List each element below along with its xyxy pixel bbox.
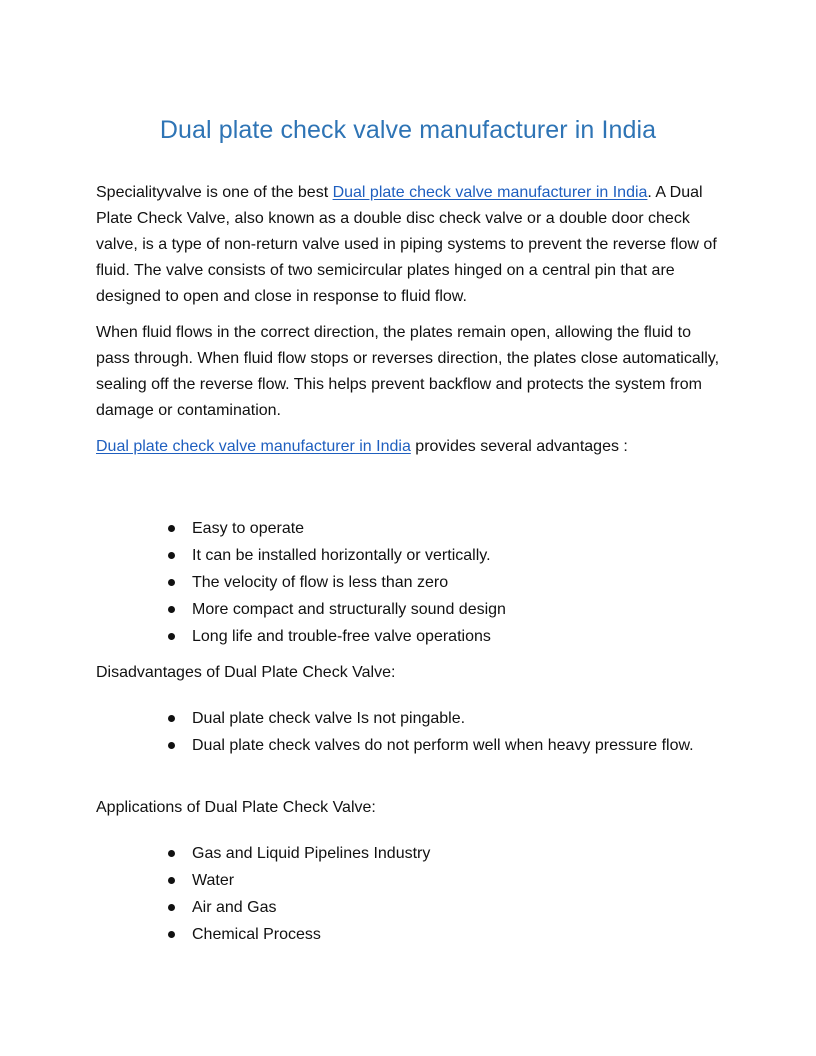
list-item	[192, 597, 722, 623]
bullet-icon	[168, 606, 175, 613]
bullet-icon	[168, 633, 175, 640]
advantages-intro	[96, 434, 720, 460]
application-text: Chemical Process	[192, 926, 321, 943]
flow-paragraph: When fluid flows in the correct direction, the plates remain open, allowing the fluid to pass through. When fluid flow stops or reverses direction, the plates close automatically, sealing off the reverse flow. This helps prevent backflow and protects the system from damage or contamination.	[96, 324, 720, 419]
advantage-text: Easy to operate	[192, 520, 305, 537]
bullet-icon	[168, 552, 175, 559]
disadvantages-list	[192, 706, 722, 760]
intro-suffix: . A Dual Plate Check Valve, also known as a double disc check valve or a double door check valve, is a type of non-return valve used in piping systems to prevent the reverse flow of fluid. The valve consists of two semicircular plates hinged on a central pin that are designed to open and close in response to fluid flow.	[96, 184, 717, 305]
advantage-text: More compact and structurally sound design	[192, 601, 506, 618]
intro-paragraph	[96, 180, 720, 310]
disadvantage-text: Dual plate check valves do not perform well when heavy pressure flow.	[192, 737, 694, 754]
bullet-icon	[168, 742, 175, 749]
intro-prefix: Specialityvalve is one of the best	[96, 184, 333, 201]
bullet-icon	[168, 525, 175, 532]
list-item	[192, 543, 722, 569]
list-item	[192, 733, 722, 759]
intro-manufacturer-link[interactable]: Dual plate check valve manufacturer in India	[332, 184, 648, 201]
page-title: Dual plate check valve manufacturer in India	[159, 116, 657, 144]
list-item	[192, 624, 722, 650]
advantages-list	[192, 516, 722, 651]
advantage-text: The velocity of flow is less than zero	[192, 574, 449, 591]
bullet-icon	[168, 579, 175, 586]
bullet-icon	[168, 931, 175, 938]
disadvantage-text: Dual plate check valve Is not pingable.	[192, 710, 466, 727]
list-item	[192, 516, 722, 542]
list-item	[192, 841, 722, 867]
application-text: Water	[192, 872, 235, 889]
bullet-icon	[168, 877, 175, 884]
list-item	[192, 895, 722, 921]
advantage-text: Long life and trouble-free valve operations	[192, 628, 491, 645]
bullet-icon	[168, 850, 175, 857]
applications-heading: Applications of Dual Plate Check Valve:	[96, 799, 376, 816]
bullet-icon	[168, 904, 175, 911]
application-text: Gas and Liquid Pipelines Industry	[192, 845, 431, 862]
list-item	[192, 868, 722, 894]
advantages-manufacturer-link[interactable]: Dual plate check valve manufacturer in India	[96, 438, 411, 455]
list-item	[192, 706, 722, 732]
disadvantages-heading: Disadvantages of Dual Plate Check Valve:	[96, 664, 396, 681]
advantages-intro-suffix: provides several advantages :	[410, 438, 628, 455]
list-item	[192, 570, 722, 596]
bullet-icon	[168, 715, 175, 722]
application-text: Air and Gas	[192, 899, 277, 916]
list-item	[192, 922, 722, 948]
advantage-text: It can be installed horizontally or vertically.	[192, 547, 491, 564]
applications-list	[192, 841, 722, 949]
